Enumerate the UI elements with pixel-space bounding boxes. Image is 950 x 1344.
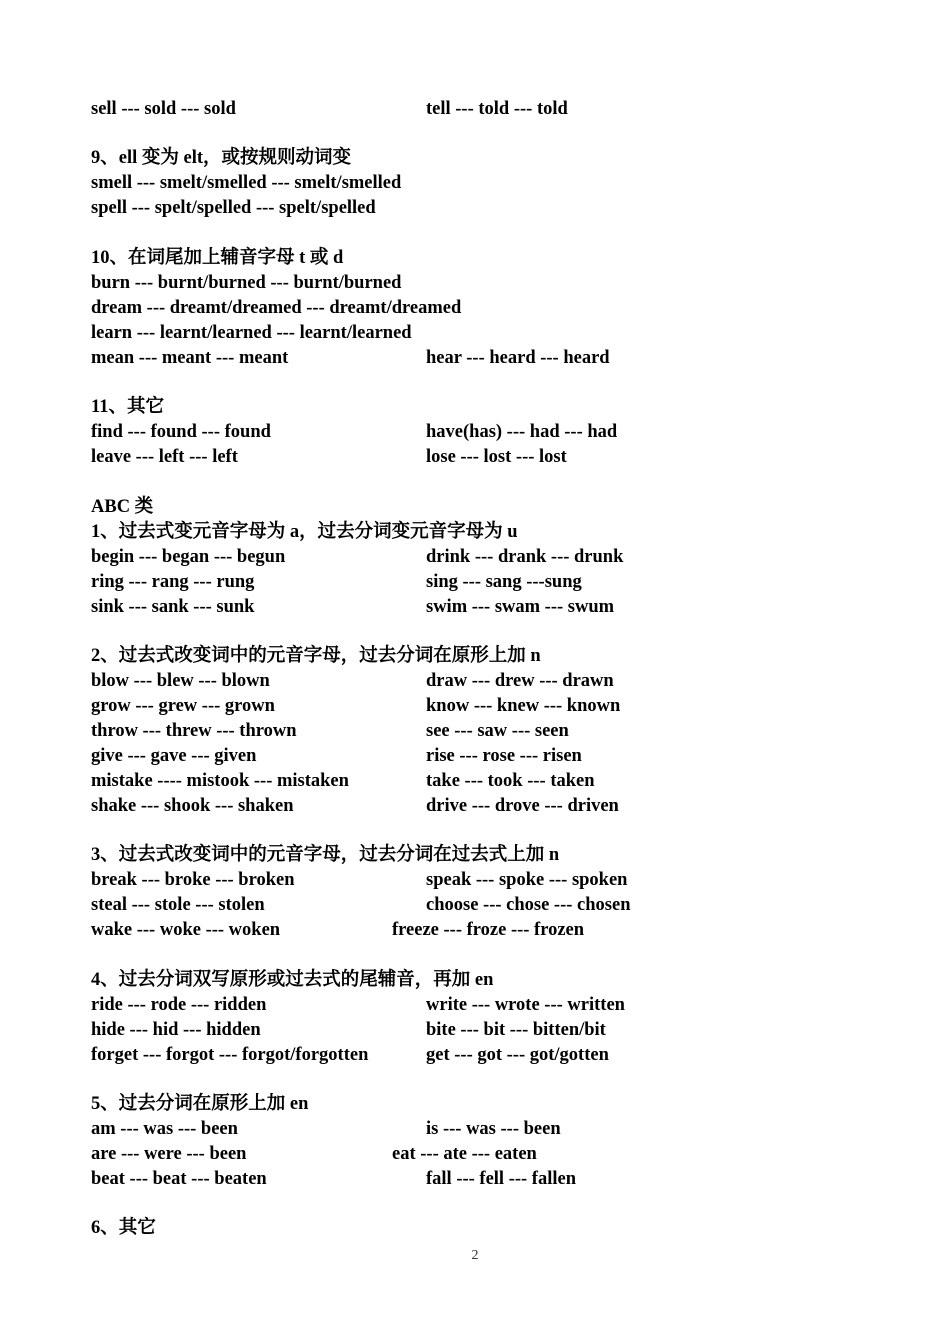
verb-forms-right: hear --- heard --- heard (426, 348, 610, 368)
verb-forms-left: smell --- smelt/smelled --- smelt/smelled (91, 173, 402, 193)
verb-forms-right: freeze --- froze --- frozen (392, 920, 585, 940)
verb-forms-right: tell --- told --- told (426, 99, 568, 119)
verb-forms-right: write --- wrote --- written (426, 995, 625, 1015)
verb-forms-right: know --- knew --- known (426, 696, 621, 716)
verb-forms-left: wake --- woke --- woken (91, 920, 281, 940)
verb-forms-left: ride --- rode --- ridden (91, 995, 267, 1015)
verb-forms-left: forget --- forgot --- forgot/forgotten (91, 1045, 369, 1065)
section-heading: 9、ell 变为 elt，或按规则动词变 (91, 148, 352, 168)
verb-forms-left: throw --- threw --- thrown (91, 721, 297, 741)
verb-forms-right: have(has) --- had --- had (426, 422, 618, 442)
verb-forms-right: get --- got --- got/gotten (426, 1045, 609, 1065)
verb-forms-left: am --- was --- been (91, 1119, 238, 1139)
verb-forms-right: speak --- spoke --- spoken (426, 870, 628, 890)
section-heading: 4、过去分词双写原形或过去式的尾辅音，再加 en (91, 970, 494, 990)
verb-forms-left: learn --- learnt/learned --- learnt/learned (91, 323, 412, 343)
verb-forms-left: spell --- spelt/spelled --- spelt/spelled (91, 198, 376, 218)
verb-forms-left: begin --- began --- begun (91, 547, 286, 567)
verb-forms-right: draw --- drew --- drawn (426, 671, 614, 691)
section-heading: 5、过去分词在原形上加 en (91, 1094, 309, 1114)
verb-forms-right: swim --- swam --- swum (426, 597, 615, 617)
verb-forms-left: give --- gave --- given (91, 746, 257, 766)
verb-forms-right: eat --- ate --- eaten (392, 1144, 537, 1164)
verb-forms-right: sing --- sang ---sung (426, 572, 582, 592)
verb-forms-left: steal --- stole --- stolen (91, 895, 265, 915)
verb-forms-right: drive --- drove --- driven (426, 796, 619, 816)
verb-forms-left: sink --- sank --- sunk (91, 597, 255, 617)
verb-forms-left: find --- found --- found (91, 422, 271, 442)
verb-forms-right: fall --- fell --- fallen (426, 1169, 576, 1189)
verb-forms-right: is --- was --- been (426, 1119, 561, 1139)
verb-forms-left: blow --- blew --- blown (91, 671, 270, 691)
verb-forms-left: break --- broke --- broken (91, 870, 295, 890)
verb-forms-right: choose --- chose --- chosen (426, 895, 631, 915)
section-heading: 2、过去式改变词中的元音字母，过去分词在原形上加 n (91, 646, 541, 666)
verb-forms-right: take --- took --- taken (426, 771, 595, 791)
verb-forms-right: rise --- rose --- risen (426, 746, 582, 766)
verb-forms-left: ring --- rang --- rung (91, 572, 255, 592)
section-heading: 6、其它 (91, 1218, 156, 1238)
section-heading: 11、其它 (91, 397, 164, 417)
section-heading: 1、过去式变元音字母为 a，过去分词变元音字母为 u (91, 522, 518, 542)
verb-forms-left: shake --- shook --- shaken (91, 796, 294, 816)
verb-forms-left: beat --- beat --- beaten (91, 1169, 267, 1189)
section-heading: ABC 类 (91, 497, 154, 517)
verb-forms-left: hide --- hid --- hidden (91, 1020, 261, 1040)
verb-forms-left: sell --- sold --- sold (91, 99, 236, 119)
verb-forms-right: drink --- drank --- drunk (426, 547, 624, 567)
verb-forms-left: mean --- meant --- meant (91, 348, 289, 368)
verb-forms-right: bite --- bit --- bitten/bit (426, 1020, 606, 1040)
page-number: 2 (471, 1248, 479, 1263)
verb-forms-left: grow --- grew --- grown (91, 696, 275, 716)
verb-forms-right: lose --- lost --- lost (426, 447, 567, 467)
section-heading: 10、在词尾加上辅音字母 t 或 d (91, 248, 344, 268)
verb-forms-right: see --- saw --- seen (426, 721, 569, 741)
verb-forms-left: dream --- dreamt/dreamed --- dreamt/dreamed (91, 298, 462, 318)
section-heading: 3、过去式改变词中的元音字母，过去分词在过去式上加 n (91, 845, 560, 865)
verb-forms-left: leave --- left --- left (91, 447, 238, 467)
verb-forms-left: are --- were --- been (91, 1144, 247, 1164)
verb-forms-left: mistake ---- mistook --- mistaken (91, 771, 349, 791)
verb-forms-left: burn --- burnt/burned --- burnt/burned (91, 273, 402, 293)
